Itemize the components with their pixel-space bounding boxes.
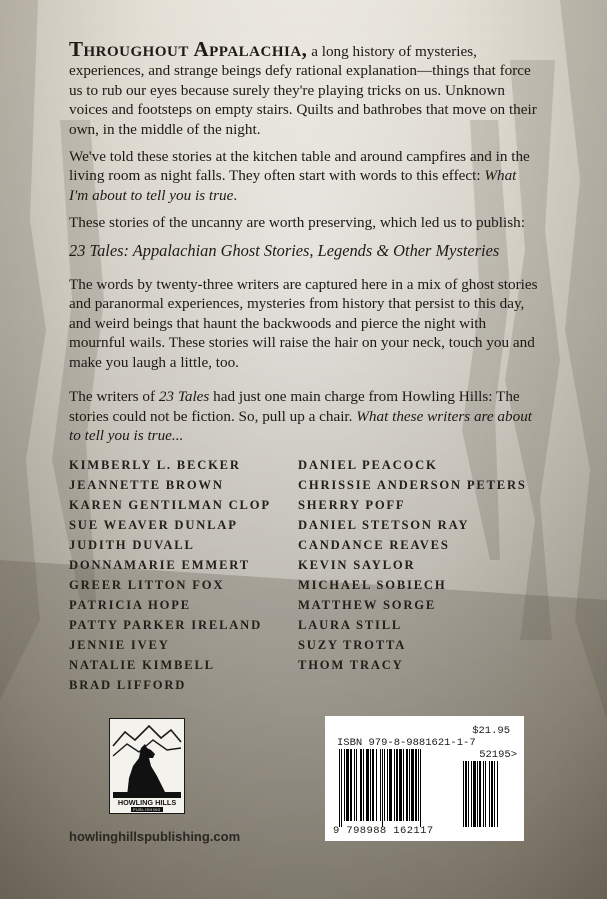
author-name: PATRICIA HOPE — [69, 598, 191, 612]
paragraph-2-text: We've told these stories at the kitchen table and around campfires and in the living room as night falls. They often start with words to this effect: — [69, 148, 530, 185]
p5-b: 23 Tales — [158, 388, 210, 406]
barcode-bar — [380, 749, 381, 821]
price-label: $21.95 — [472, 725, 510, 737]
author-name: LAURA STILL — [298, 618, 403, 632]
barcode-bar — [409, 749, 410, 821]
p5-c: had just one main charge from Howling Hills: The stories could not be fiction. So, pull up a chair. — [69, 388, 520, 425]
barcode-addon-bar — [485, 761, 486, 827]
barcode-bar — [396, 749, 398, 821]
author-name: JENNIE IVEY — [69, 638, 170, 652]
author-name: GREER LITTON FOX — [69, 578, 225, 592]
barcode-bar — [415, 749, 417, 821]
barcode-bar — [370, 749, 371, 821]
author-column-left — [69, 455, 271, 695]
barcode-bar — [389, 749, 392, 821]
author-name: SHERRY POFF — [298, 498, 406, 512]
isbn-label: ISBN 979-8-9881621-1-7 — [337, 737, 476, 749]
author-name: KIMBERLY L. BECKER — [69, 458, 241, 472]
barcode-addon-bar — [463, 761, 464, 827]
author-name: THOM TRACY — [298, 658, 404, 672]
barcode-addon-bar — [465, 761, 467, 827]
barcode-addon-bar — [497, 761, 498, 827]
author-name: DONNAMARIE EMMERT — [69, 558, 250, 572]
back-cover-text — [69, 37, 539, 692]
author-name: SUE WEAVER DUNLAP — [69, 518, 238, 532]
author-name: JEANNETTE BROWN — [69, 478, 224, 492]
logo-line-1: HOWLING HILLS — [117, 798, 177, 807]
author-name: DANIEL STETSON RAY — [298, 518, 470, 532]
author-name: KAREN GENTILMAN CLOP — [69, 498, 271, 512]
author-name: DANIEL PEACOCK — [298, 458, 438, 472]
barcode-addon-bar — [483, 761, 484, 827]
barcode-addon-bar — [479, 761, 481, 827]
barcode-bar — [376, 749, 377, 821]
author-name: CANDANCE REAVES — [298, 538, 450, 552]
barcode-digits: 9 798988 162117 — [333, 825, 434, 837]
author-name: MATTHEW SORGE — [298, 598, 437, 612]
author-name: SUZY TROTTA — [298, 638, 407, 652]
barcode-bar — [411, 749, 414, 821]
p5-d: What these writers are about to tell you is true... — [69, 407, 533, 444]
publisher-website[interactable]: howlinghillspublishing.com — [69, 829, 241, 844]
barcode-bar — [420, 749, 421, 827]
barcode-addon-bar — [491, 761, 493, 827]
paragraph-3: These stories of the uncanny are worth preserving, which led us to publish: — [69, 214, 525, 232]
barcode-addon-bar — [489, 761, 490, 827]
barcode-bar — [339, 749, 340, 827]
barcode-bar — [387, 749, 388, 821]
paragraph-2 — [69, 147, 539, 205]
barcode-bar — [346, 749, 349, 821]
paragraph-4: The words by twenty-three writers are captured here in a mix of ghost stories and paranormal experiences, mysteries from history that persist to this day, and weird beings that haunt the backwoods and pierce the night with mournful wails. These stories will raise the hair on your neck, touch you and make you laugh a little, too. — [69, 276, 538, 371]
paragraph-2-italic: What I'm about to tell you is true — [69, 167, 517, 204]
author-name: CHRISSIE ANDERSON PETERS — [298, 478, 527, 492]
barcode-bar — [384, 749, 385, 821]
barcode-bar — [354, 749, 355, 821]
barcode-addon-bar — [468, 761, 469, 827]
barcode-addon-bar — [473, 761, 476, 827]
barcode-bars — [335, 749, 515, 829]
barcode-bar — [382, 749, 383, 827]
barcode-bar — [418, 749, 419, 821]
howling-hills-logo — [109, 718, 185, 814]
book-title: 23 Tales: Appalachian Ghost Stories, Legends & Other Mysteries — [69, 240, 500, 260]
barcode-bar — [341, 749, 342, 827]
author-name: JUDITH DUVALL — [69, 538, 195, 552]
barcode-addon-bar — [471, 761, 472, 827]
author-name: BRAD LIFFORD — [69, 678, 187, 692]
barcode-bar — [356, 749, 357, 821]
barcode-bar — [344, 749, 345, 821]
intro-lead: Throughout Appalachia, — [69, 37, 308, 61]
intro-text: a long history of mysteries, experiences, and strange beings defy rational explanation—things that force us to rub our eyes because surely they're playing tricks on us. Unknown voices and footsteps on empty stairs. Quilts and bathrobes that move on their own, in the middle of the night. — [69, 43, 537, 138]
author-name: NATALIE KIMBELL — [69, 658, 215, 672]
author-name: MICHAEL SOBIECH — [298, 578, 447, 592]
author-column-right — [298, 455, 527, 675]
barcode-bar — [403, 749, 404, 821]
barcode-addon-bar — [477, 761, 478, 827]
barcode-bar — [406, 749, 408, 821]
logo-line-2: PUBLISHING — [133, 808, 161, 812]
intro-paragraph — [69, 37, 539, 139]
author-name: KEVIN SAYLOR — [298, 558, 416, 572]
barcode-bar — [394, 749, 395, 821]
barcode-bar — [366, 749, 369, 821]
paragraph-2-end: . — [233, 186, 238, 204]
barcode-bar — [363, 749, 364, 821]
barcode-bar — [372, 749, 374, 821]
p5-a: The writers of — [69, 388, 159, 406]
barcode-bar — [360, 749, 362, 821]
barcode-bar — [399, 749, 402, 821]
barcode-bar — [350, 749, 352, 821]
paragraph-5 — [69, 387, 539, 445]
addon-code: 52195> — [479, 749, 517, 761]
barcode-addon-bar — [494, 761, 495, 827]
isbn-barcode — [325, 716, 524, 841]
author-name: PATTY PARKER IRELAND — [69, 618, 262, 632]
